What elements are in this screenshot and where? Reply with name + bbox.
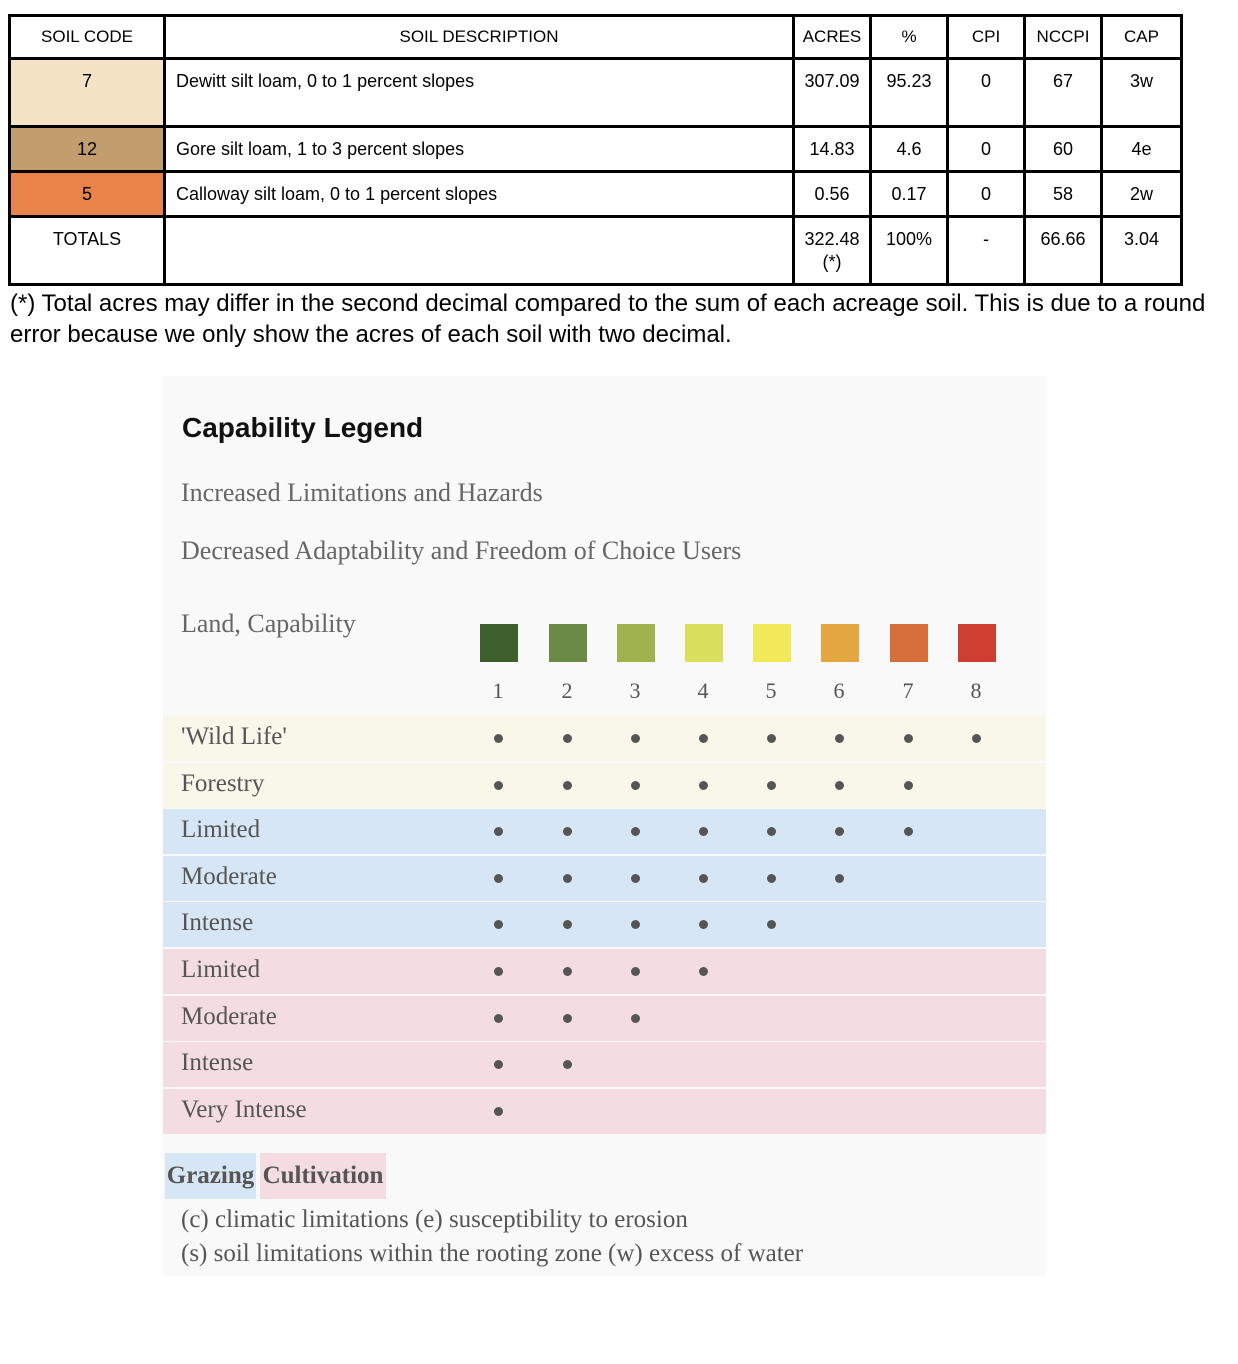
use-label: Intense	[181, 909, 254, 937]
class-4-dot	[699, 781, 708, 790]
class-8-swatch	[958, 624, 996, 662]
use-label: Very Intense	[181, 1095, 307, 1123]
totals-cap: 3.04	[1102, 217, 1182, 285]
use-row-graze-limited	[163, 809, 1046, 854]
class-4-dot	[699, 920, 708, 929]
class-4-swatch	[685, 624, 723, 662]
class-1-dot	[494, 1107, 503, 1116]
cap-cell: 4e	[1102, 127, 1182, 172]
class-5-dot	[767, 734, 776, 743]
use-row-cult-very-intense	[163, 1089, 1046, 1134]
class-5-dot	[767, 781, 776, 790]
class-2-dot	[563, 734, 572, 743]
nccpi-cell: 67	[1025, 59, 1102, 127]
class-6-dot	[835, 734, 844, 743]
class-7-swatch	[890, 624, 928, 662]
table-row	[10, 127, 1182, 172]
header-soil-description: SOIL DESCRIPTION	[165, 16, 794, 59]
totals-row	[10, 217, 1182, 285]
class-7-number: 7	[902, 678, 914, 703]
class-2-dot	[563, 1014, 572, 1023]
nccpi-cell: 60	[1025, 127, 1102, 172]
totals-percent: 100%	[871, 217, 948, 285]
class-3-swatch	[617, 624, 655, 662]
class-1-dot	[494, 967, 503, 976]
class-1-dot	[494, 874, 503, 883]
capability-legend	[163, 376, 1046, 1276]
class-4-number: 4	[697, 678, 709, 703]
table-header-row	[10, 16, 1182, 59]
class-7-dot	[904, 734, 913, 743]
class-3-dot	[631, 967, 640, 976]
soil-description-cell: Calloway silt loam, 0 to 1 percent slopes	[165, 172, 794, 217]
class-1-dot	[494, 734, 503, 743]
acreage-footnote: (*) Total acres may differ in the second decimal compared to the sum of each acreage soil. This is due to a round error because we only show the acres of each soil with two decimal.	[10, 290, 1206, 348]
class-3-dot	[631, 874, 640, 883]
class-3-dot	[631, 734, 640, 743]
soil-code-cell: 5	[10, 172, 165, 217]
acres-cell: 307.09	[794, 59, 871, 127]
cpi-cell: 0	[948, 127, 1025, 172]
class-3-dot	[631, 781, 640, 790]
acres-cell: 14.83	[794, 127, 871, 172]
cpi-cell: 0	[948, 172, 1025, 217]
cultivation-key: Cultivation	[260, 1153, 386, 1199]
class-6-swatch	[821, 624, 859, 662]
totals-label: TOTALS	[10, 217, 165, 285]
class-2-dot	[563, 1060, 572, 1069]
legend-note-soil: (s) soil limitations within the rooting zone (w) excess of water	[181, 1240, 804, 1267]
class-1-number: 1	[492, 678, 504, 703]
totals-nccpi: 66.66	[1025, 217, 1102, 285]
class-8-dot	[972, 734, 981, 743]
land-capability-label: Land, Capability	[181, 609, 356, 638]
use-row-graze-intense	[163, 902, 1046, 947]
class-5-dot	[767, 827, 776, 836]
class-6-number: 6	[833, 678, 845, 703]
class-6-dot	[835, 781, 844, 790]
class-7-dot	[904, 781, 913, 790]
use-row-graze-moderate	[163, 856, 1046, 901]
cap-cell: 2w	[1102, 172, 1182, 217]
cap-cell: 3w	[1102, 59, 1182, 127]
class-2-swatch	[549, 624, 587, 662]
use-label: 'Wild Life'	[181, 723, 287, 750]
class-8-number: 8	[970, 678, 982, 703]
totals-cpi: -	[948, 217, 1025, 285]
class-3-dot	[631, 920, 640, 929]
class-2-dot	[563, 827, 572, 836]
soil-description-cell: Gore silt loam, 1 to 3 percent slopes	[165, 127, 794, 172]
table-row	[10, 59, 1182, 127]
use-label: Moderate	[181, 862, 277, 890]
totals-acres: 322.48(*)	[794, 217, 871, 285]
class-4-dot	[699, 874, 708, 883]
legend-title: Capability Legend	[182, 412, 424, 443]
class-3-dot	[631, 1014, 640, 1023]
class-2-dot	[563, 781, 572, 790]
percent-cell: 95.23	[871, 59, 948, 127]
legend-limitations-line: Increased Limitations and Hazards	[181, 478, 543, 507]
class-4-dot	[699, 967, 708, 976]
soil-code-cell: 7	[10, 59, 165, 127]
legend-note-climatic: (c) climatic limitations (e) susceptibility to erosion	[181, 1206, 688, 1233]
class-2-dot	[563, 874, 572, 883]
grazing-key: Grazing	[165, 1153, 256, 1199]
legend-adaptability-line: Decreased Adaptability and Freedom of Choice Users	[181, 536, 742, 565]
header-percent: %	[871, 16, 948, 59]
class-5-swatch	[753, 624, 791, 662]
use-row-wild-wild-life	[163, 716, 1046, 761]
use-label: Moderate	[181, 1002, 277, 1030]
percent-cell: 4.6	[871, 127, 948, 172]
class-5-dot	[767, 874, 776, 883]
class-4-dot	[699, 827, 708, 836]
header-soil-code: SOIL CODE	[10, 16, 165, 59]
header-cpi: CPI	[948, 16, 1025, 59]
class-2-dot	[563, 967, 572, 976]
use-label: Intense	[181, 1049, 254, 1077]
soil-description-cell: Dewitt silt loam, 0 to 1 percent slopes	[165, 59, 794, 127]
use-label: Limited	[181, 956, 261, 983]
class-2-dot	[563, 920, 572, 929]
class-3-number: 3	[629, 678, 641, 703]
class-2-number: 2	[561, 678, 573, 703]
class-5-dot	[767, 920, 776, 929]
table-row	[10, 172, 1182, 217]
soil-code-cell: 12	[10, 127, 165, 172]
nccpi-cell: 58	[1025, 172, 1102, 217]
acres-cell: 0.56	[794, 172, 871, 217]
use-row-cult-moderate	[163, 996, 1046, 1041]
class-4-dot	[699, 734, 708, 743]
class-1-dot	[494, 920, 503, 929]
class-1-swatch	[480, 624, 518, 662]
class-1-dot	[494, 781, 503, 790]
class-6-dot	[835, 874, 844, 883]
header-nccpi: NCCPI	[1025, 16, 1102, 59]
use-row-wild-forestry	[163, 763, 1046, 808]
totals-description-cell	[165, 217, 794, 285]
class-3-dot	[631, 827, 640, 836]
header-acres: ACRES	[794, 16, 871, 59]
class-1-dot	[494, 1060, 503, 1069]
use-row-cult-limited	[163, 949, 1046, 994]
use-label: Forestry	[181, 769, 265, 797]
class-7-dot	[904, 827, 913, 836]
class-5-number: 5	[765, 678, 777, 703]
percent-cell: 0.17	[871, 172, 948, 217]
use-row-cult-intense	[163, 1042, 1046, 1087]
cpi-cell: 0	[948, 59, 1025, 127]
class-1-dot	[494, 1014, 503, 1023]
class-1-dot	[494, 827, 503, 836]
soil-table	[8, 14, 1183, 286]
use-label: Limited	[181, 816, 261, 844]
header-cap: CAP	[1102, 16, 1182, 59]
class-6-dot	[835, 827, 844, 836]
